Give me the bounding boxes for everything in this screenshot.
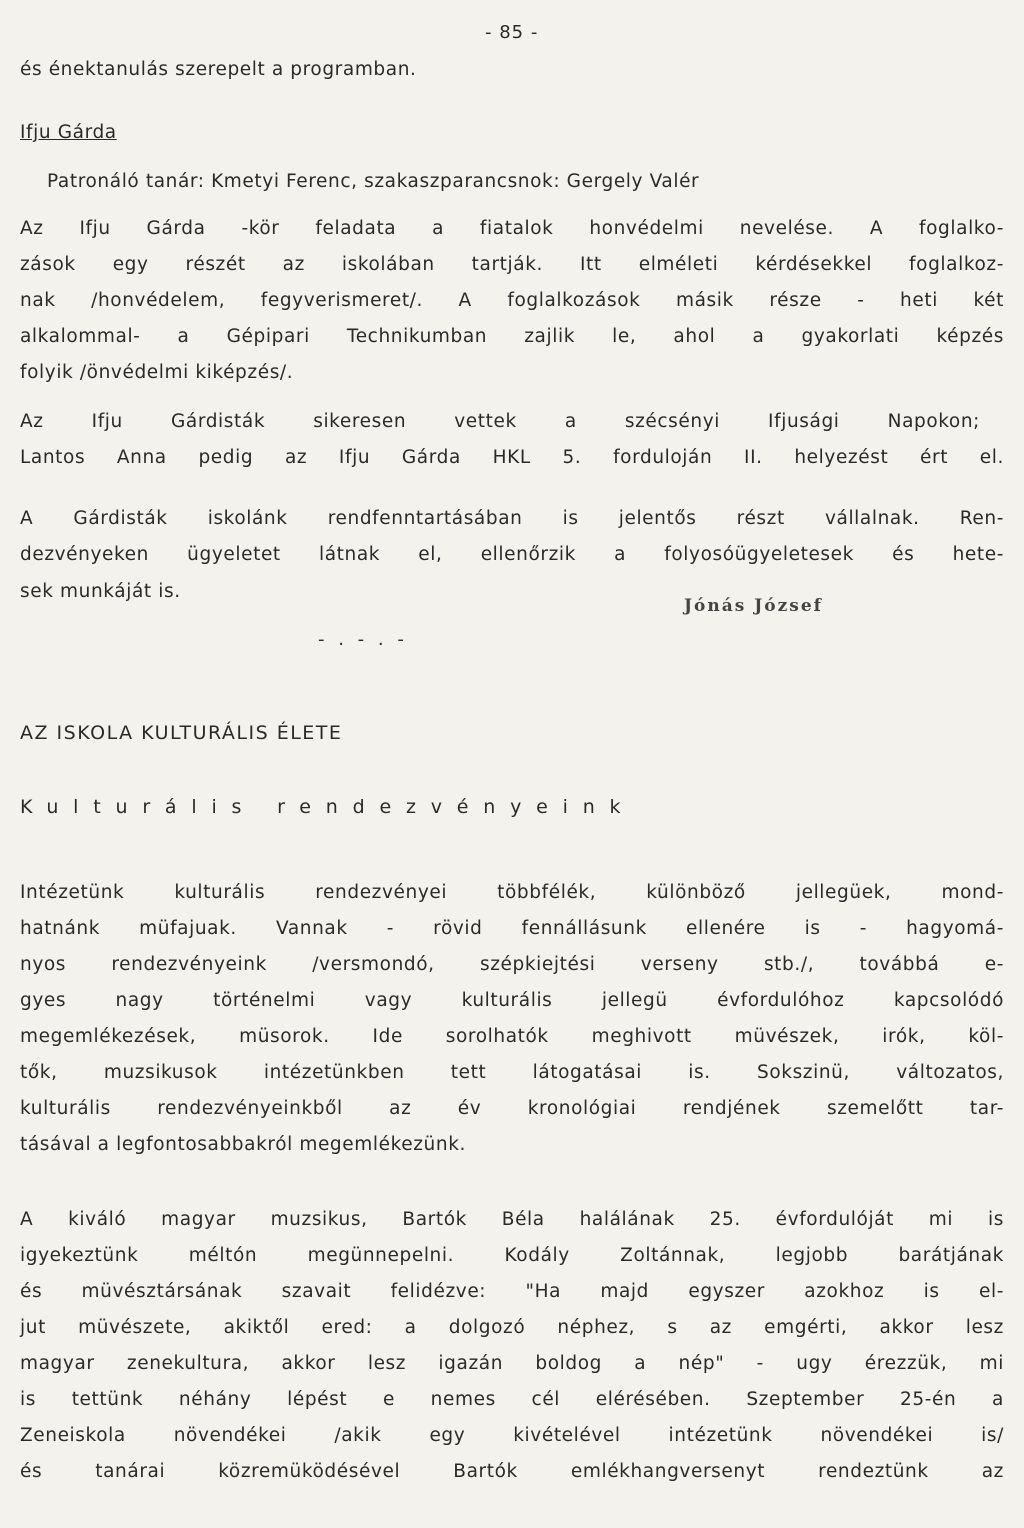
culture-para2-line: igyekeztünk méltón megünnepelni. Kodály Zoltánnak, legjobb barátjának [20, 1245, 1004, 1266]
ifju-para2-line: Lantos Anna pedig az Ifju Gárda HKL 5. forduloján II. helyezést ért el. [20, 447, 1004, 468]
ifju-garda-heading: Ifju Gárda [20, 122, 117, 143]
culture-para1-line: gyes nagy történelmi vagy kulturális jellegü évfordulóhoz kapcsolódó [20, 990, 1004, 1011]
culture-para1-line: tásával a legfontosabbakról megemlékezünk. [20, 1134, 466, 1155]
ifju-para3-line: A Gárdisták iskolánk rendfenntartásában is jelentős részt vállalnak. Ren- [20, 508, 1004, 529]
culture-para2-line: jut müvészete, akiktől ered: a dolgozó néphez, s az emgérti, akkor lesz [20, 1317, 1004, 1338]
ifju-para1-line: alkalommal- a Gépipari Technikumban zajlik le, ahol a gyakorlati képzés [20, 326, 1004, 347]
culture-para2-line: A kiváló magyar muzsikus, Bartók Béla halálának 25. évfordulóját mi is [20, 1209, 1004, 1230]
ifju-para3-line: dezvényeken ügyeletet látnak el, ellenőrzik a folyosóügyeletesek és hete- [20, 544, 1004, 565]
ifju-para1-line: Az Ifju Gárda -kör feladata a fiatalok honvédelmi nevelése. A foglalko- [20, 218, 1004, 239]
culture-para1-line: nyos rendezvényeink /versmondó, szépkiejtési verseny stb./, továbbá e- [20, 954, 1004, 975]
section-title: AZ ISKOLA KULTURÁLIS ÉLETE [20, 722, 343, 744]
ifju-para1-line: zások egy részét az iskolában tartják. Itt elméleti kérdésekkel foglalkoz- [20, 254, 1004, 275]
ifju-para1-line: nak /honvédelem, fegyverismeret/. A foglalkozások másik része - heti két [20, 290, 1004, 311]
culture-para1-line: kulturális rendezvényeinkből az év kronológiai rendjének szemelőtt tar- [20, 1098, 1004, 1119]
culture-para2-line: is tettünk néhány lépést e nemes cél elérésében. Szeptember 25-én a [20, 1389, 1004, 1410]
page-number: - 85 - [485, 22, 539, 43]
intro-line: és énektanulás szerepelt a programban. [20, 59, 417, 80]
culture-para1-line: megemlékezések, müsorok. Ide sorolhatók meghivott müvészek, irók, köl- [20, 1026, 1004, 1047]
ifju-para2-line: Az Ifju Gárdisták sikeresen vettek a szécsényi Ifjusági Napokon; [20, 411, 980, 432]
signature: Jónás József [684, 596, 823, 616]
culture-para2-line: Zeneiskola növendékei /akik egy kivételével intézetünk növendékei is/ [20, 1425, 1004, 1446]
patron-line: Patronáló tanár: Kmetyi Ferenc, szakaszparancsnok: Gergely Valér [47, 171, 700, 192]
ifju-para1-line: folyik /önvédelmi kiképzés/. [20, 362, 294, 383]
culture-para2-line: és müvésztársának szavait felidézve: "Ha majd egyszer azokhoz is el- [20, 1281, 1004, 1302]
culture-para1-line: Intézetünk kulturális rendezvényei többfélék, különböző jellegüek, mond- [20, 882, 1004, 903]
culture-para2-line: és tanárai közremüködésével Bartók emlékhangversenyt rendeztünk az [20, 1461, 1004, 1482]
culture-para1-line: hatnánk müfajuak. Vannak - rövid fennállásunk ellenére is - hagyomá- [20, 918, 1004, 939]
culture-para2-line: magyar zenekultura, akkor lesz igazán boldog a nép" - ugy érezzük, mi [20, 1353, 1004, 1374]
separator: - . - . - [318, 629, 408, 650]
ifju-para3-line: sek munkáját is. [20, 581, 181, 602]
section-subtitle: Kulturális rendezvényeink [20, 796, 636, 818]
culture-para1-line: tők, muzsikusok intézetünkben tett látogatásai is. Sokszinü, változatos, [20, 1062, 1004, 1083]
